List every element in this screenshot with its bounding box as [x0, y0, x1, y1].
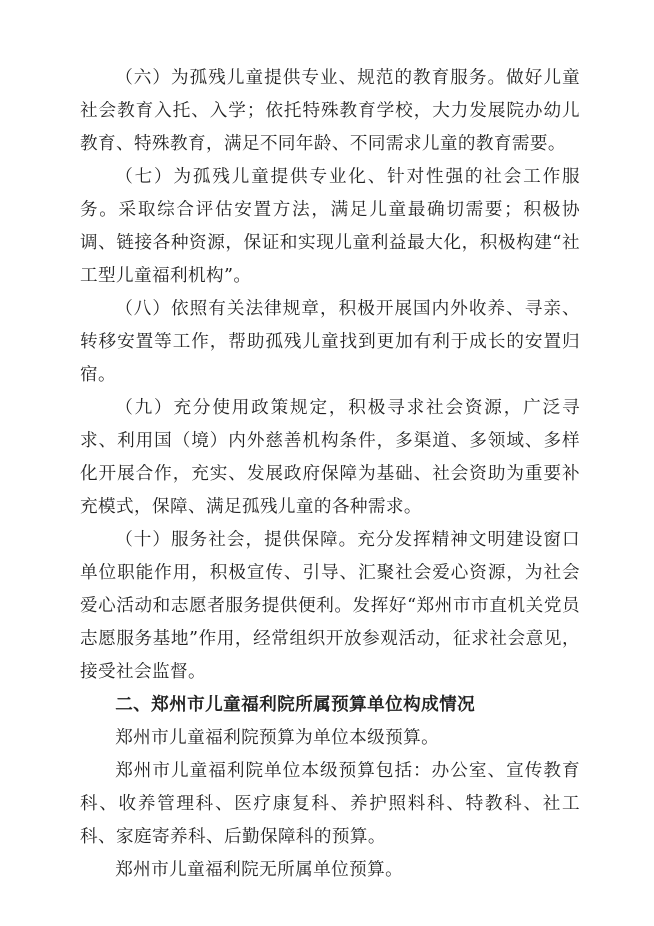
paragraph-item-6: （六）为孤残儿童提供专业、规范的教育服务。做好儿童社会教育入托、入学；依托特殊教育学校，大力发展院办幼儿教育、特殊教育，满足不同年龄、不同需求儿童的教育需要。: [80, 68, 580, 154]
paragraph-item-8: （八）依照有关法律规章，积极开展国内外收养、寻亲、转移安置等工作，帮助孤残儿童找到更加有利于成长的安置归宿。: [80, 299, 580, 385]
paragraph-item-7: （七）为孤残儿童提供专业化、针对性强的社会工作服务。采取综合评估安置方法，满足儿童最确切需要；积极协调、链接各种资源，保证和实现儿童利益最大化，积极构建“社工型儿童福利机构”。: [80, 167, 580, 286]
document-body: [80, 62, 580, 887]
section-heading: 二、郑州市儿童福利院所属预算单位构成情况: [115, 695, 476, 715]
paragraph-item-10: （十）服务社会，提供保障。充分发挥精神文明建设窗口单位职能作用，积极宣传、引导、汇聚社会爱心资源，为社会爱心活动和志愿者服务提供便利。发挥好“郑州市市直机关党员志愿服务基地”作用，经常组织开放参观活动，征求社会意见，接受社会监督。: [80, 530, 580, 682]
section-paragraph-no-subordinate: 郑州市儿童福利院无所属单位预算。: [115, 860, 404, 880]
paragraph-item-9: （九）充分使用政策规定，积极寻求社会资源，广泛寻求、利用国（境）内外慈善机构条件，多渠道、多领域、多样化开展合作，充实、发展政府保障为基础、社会资助为重要补充模式，保障、满足孤残儿童的各种需求。: [80, 398, 580, 517]
section-paragraph-budget-scope: 郑州市儿童福利院单位本级预算包括：办公室、宣传教育科、收养管理科、医疗康复科、养护照料科、特教科、社工科、家庭寄养科、后勤保障科的预算。: [80, 761, 580, 847]
section-paragraph-budget-level: 郑州市儿童福利院预算为单位本级预算。: [115, 728, 440, 748]
